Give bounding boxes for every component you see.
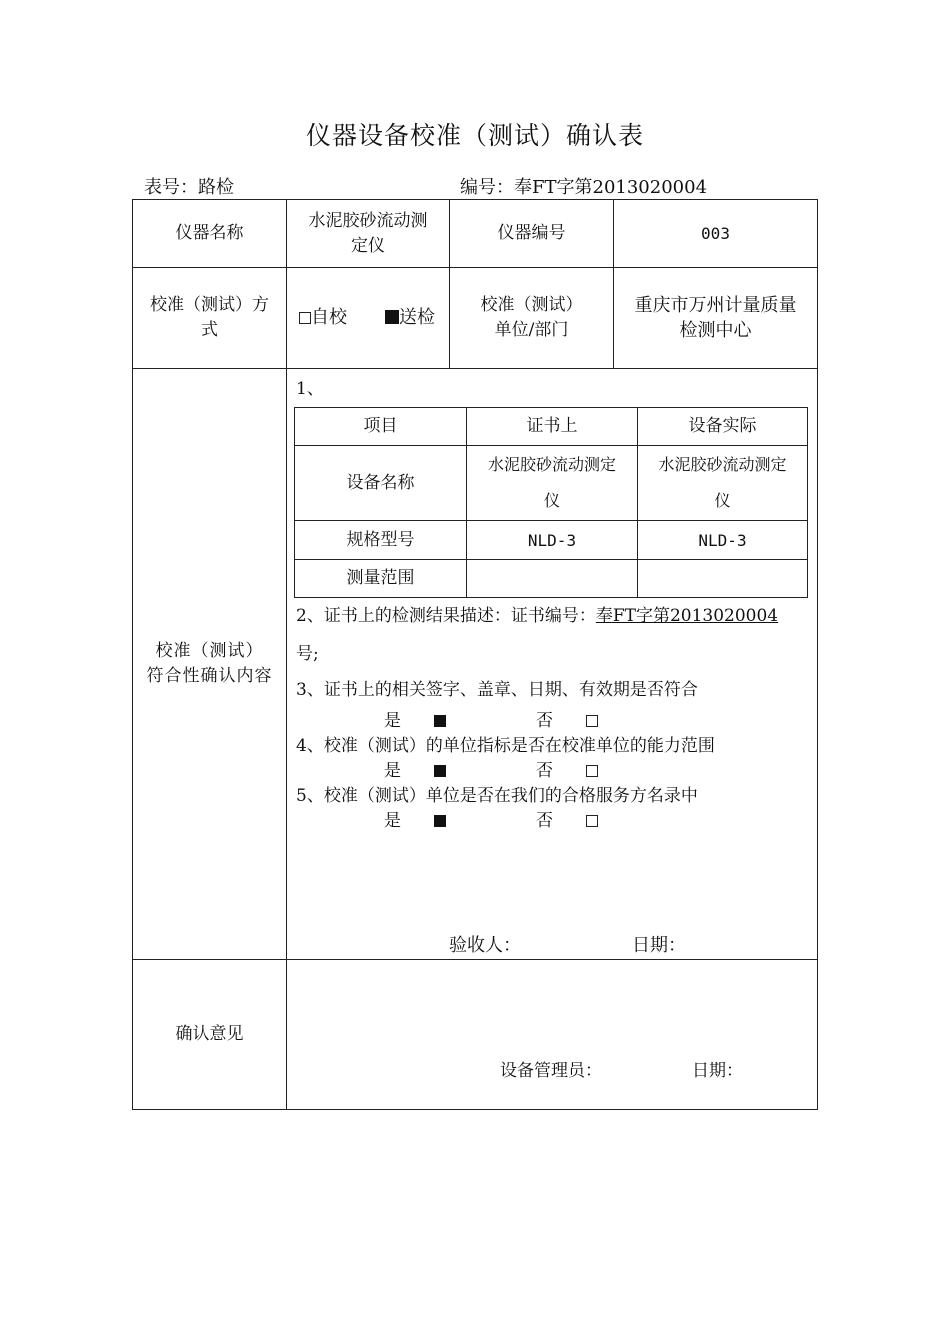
item-5-no: [536, 809, 598, 833]
form-number-label: 表号：: [144, 177, 198, 198]
item-3-no: [536, 709, 598, 733]
instrument-name-label: 仪器名称: [175, 223, 244, 243]
instrument-name-line2: 定仪: [351, 235, 385, 256]
item-5-yes: [384, 809, 446, 833]
form-number: [144, 173, 234, 199]
table-row-cert: [467, 446, 637, 520]
col-header-actual: 设备实际: [688, 416, 757, 436]
serial-number: [460, 173, 707, 199]
yes-checkbox[interactable]: [434, 815, 446, 827]
calibration-method-label-line1: 校准（测试）方: [150, 295, 269, 315]
self-calibration-label: 自校: [311, 307, 347, 328]
table-row-item: 规格型号: [346, 529, 415, 550]
table-row-cert: [467, 560, 637, 597]
col-header-certificate: 证书上: [526, 416, 578, 436]
confirmation-opinion-label: 确认意见: [175, 1024, 244, 1044]
item-2-text: [296, 604, 778, 628]
table-row-item: 设备名称: [346, 472, 415, 493]
actual-name-line1: 水泥胶砂流动测定: [658, 455, 787, 474]
calibration-unit-label-line2: 单位/部门: [494, 320, 569, 340]
calibration-method-label-line2: 式: [201, 320, 218, 340]
yes-label: 是: [384, 811, 401, 831]
item-1-label: 1、: [296, 379, 324, 399]
item-3-text: 3、证书上的相关签字、盖章、日期、有效期是否符合: [296, 680, 698, 700]
no-checkbox[interactable]: [586, 815, 598, 827]
table-row-item: 测量范围: [346, 568, 415, 588]
no-label: 否: [536, 811, 553, 831]
conformity-content-label-line1: 校准（测试）: [155, 641, 264, 661]
col-header-item: 项目: [363, 416, 398, 436]
yes-label: 是: [384, 761, 401, 781]
conformity-content-label: [133, 369, 286, 959]
instrument-name-value: [287, 200, 449, 267]
item-2-suffix: 号;: [296, 644, 319, 664]
serial-number-label: 编号：: [460, 177, 514, 198]
cert-name-line1: 水泥胶砂流动测定: [487, 455, 616, 474]
table-row-actual: NLD-3: [698, 530, 747, 550]
actual-name-line2: 仪: [714, 491, 731, 510]
calibration-unit-value-line1: 重庆市万州计量质量: [634, 295, 797, 316]
item-4-yes: [384, 759, 446, 783]
item-4-no: [536, 759, 598, 783]
instrument-name-line1: 水泥胶砂流动测: [308, 210, 428, 231]
item-2-cert-number: 奉FT字第2013020004: [595, 606, 779, 626]
equipment-manager-label: 设备管理员：: [500, 1061, 602, 1081]
calibration-unit-value: [614, 268, 817, 368]
instrument-id-value: 003: [701, 224, 730, 243]
table-row-cert: NLD-3: [527, 530, 577, 550]
no-label: 否: [536, 761, 553, 781]
table-row-actual: [638, 446, 807, 520]
form-number-value: 路检: [198, 177, 234, 198]
item-4-text: 4、校准（测试）的单位指标是否在校准单位的能力范围: [296, 736, 715, 756]
page-title: 仪器设备校准（测试）确认表: [305, 121, 644, 150]
yes-checkbox[interactable]: [434, 715, 446, 727]
conformity-content-label-line2: 符合性确认内容: [146, 666, 273, 686]
item-3-yes: [384, 709, 446, 733]
manager-date-label: 日期：: [692, 1061, 743, 1081]
item-2-prefix: 2、证书上的检测结果描述：证书编号：: [296, 606, 596, 626]
acceptor-label: 验收人：: [449, 935, 521, 956]
send-out-checkbox[interactable]: [385, 310, 399, 324]
no-checkbox[interactable]: [586, 715, 598, 727]
instrument-id-label: 仪器编号: [497, 223, 566, 243]
item-5-text: 5、校准（测试）单位是否在我们的合格服务方名录中: [296, 786, 698, 806]
no-checkbox[interactable]: [586, 765, 598, 777]
serial-number-value: 奉FT字第2013020004: [514, 177, 708, 198]
acceptance-date-label: 日期：: [632, 935, 686, 956]
calibration-method-label: [133, 268, 286, 368]
calibration-unit-label: [450, 268, 613, 368]
table-row-actual: [638, 560, 807, 597]
cert-name-line2: 仪: [543, 491, 560, 510]
self-calibration-option[interactable]: [299, 306, 347, 330]
yes-label: 是: [384, 711, 401, 731]
send-out-option[interactable]: [385, 306, 435, 330]
send-out-label: 送检: [399, 307, 435, 328]
calibration-unit-value-line2: 检测中心: [679, 320, 752, 341]
no-label: 否: [536, 711, 553, 731]
yes-checkbox[interactable]: [434, 765, 446, 777]
self-calibration-checkbox[interactable]: [299, 312, 311, 324]
calibration-unit-label-line1: 校准（测试）: [480, 295, 583, 315]
